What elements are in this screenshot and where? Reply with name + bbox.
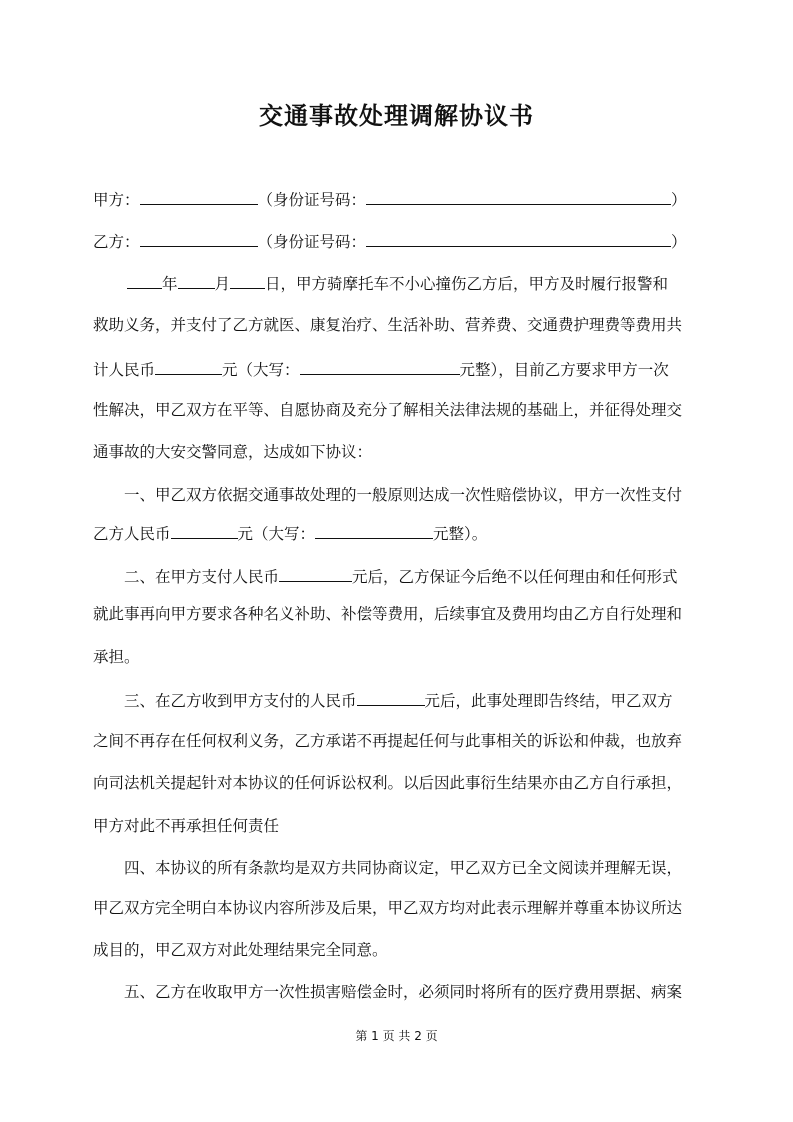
month-label: 月 <box>214 275 231 293</box>
clause-2-line-3: 承担。 <box>93 648 140 666</box>
clause-2-amount-suffix: 元后，乙方保证今后绝不以任何理由和任何形式 <box>352 568 678 586</box>
page-number: 第 1 页 共 2 页 <box>355 1029 438 1043</box>
party-b-id-blank[interactable] <box>366 228 671 247</box>
year-label: 年 <box>162 275 178 293</box>
clause-5-line-1: 五、乙方在收取甲方一次性损害赔偿金时，必须同时将所有的医疗费用票据、病案 <box>124 983 683 1001</box>
party-a-id-blank[interactable] <box>366 186 671 205</box>
party-a-label: 甲方： <box>93 191 140 209</box>
intro-line-1 <box>127 270 700 296</box>
clause-3-line-3: 向司法机关提起针对本协议的任何诉讼权利。以后因此事衍生结果亦由乙方自行承担， <box>93 774 683 792</box>
intro-amount-suffix: 元整），目前乙方要求甲方一次 <box>459 361 669 379</box>
intro-amount-mid: 元（大写： <box>222 361 300 379</box>
clause-4-line-2: 甲乙双方完全明白本协议内容所涉及后果，甲乙双方均对此表示理解并尊重本协议所达 <box>93 899 683 917</box>
month-blank[interactable] <box>178 270 215 289</box>
clause-3-amount-prefix: 三、在乙方收到甲方支付的人民币 <box>124 692 357 710</box>
clause-3-line-4: 甲方对此不再承担任何责任 <box>93 817 280 835</box>
clause-1-amount-words-blank[interactable] <box>315 520 433 539</box>
id-label-close: ） <box>671 191 687 209</box>
party-b-name-blank[interactable] <box>140 228 258 247</box>
id-label-close: ） <box>671 233 687 251</box>
clause-2-line-1 <box>124 563 700 589</box>
clause-2-line-2: 就此事再向甲方要求各种名义补助、补偿等费用，后续事宜及费用均由乙方自行处理和 <box>93 605 683 623</box>
intro-line-2: 救助义务，并支付了乙方就医、康复治疗、生活补助、营养费、交通费护理费等费用共 <box>93 316 683 334</box>
clause-2-amount-blank[interactable] <box>279 563 352 582</box>
intro-amount-words-blank[interactable] <box>300 356 460 375</box>
clause-1-amount-prefix: 乙方人民币 <box>93 525 171 543</box>
id-label-open: （身份证号码： <box>257 233 367 251</box>
year-blank[interactable] <box>127 270 162 289</box>
party-a-line <box>93 186 700 212</box>
clause-1-line-1: 一、甲乙双方依据交通事故处理的一般原则达成一次性赔偿协议，甲方一次性支付 <box>124 486 683 504</box>
clause-1-line-2 <box>93 520 700 546</box>
clause-4-line-3: 成目的，甲乙双方对此处理结果完全同意。 <box>93 941 388 959</box>
clause-3-amount-suffix: 元后，此事处理即告终结，甲乙双方 <box>424 692 673 710</box>
clause-2-amount-prefix: 二、在甲方支付人民币 <box>124 568 280 586</box>
intro-amount-prefix: 计人民币 <box>93 361 156 379</box>
intro-line-4: 性解决，甲乙双方在平等、自愿协商及充分了解相关法律法规的基础上，并征得处理交 <box>93 401 683 419</box>
id-label-open: （身份证号码： <box>257 191 367 209</box>
party-a-name-blank[interactable] <box>140 186 258 205</box>
clause-1-amount-suffix: 元整）。 <box>433 525 488 543</box>
clause-1-amount-mid: 元（大写： <box>237 525 316 543</box>
clause-3-line-2: 之间不再存在任何权利义务，乙方承诺不再提起任何与此事相关的诉讼和仲裁，也放弃 <box>93 732 683 750</box>
intro-amount-blank[interactable] <box>155 356 222 375</box>
clause-3-amount-blank[interactable] <box>357 687 425 706</box>
clause-4-line-1: 四、本协议的所有条款均是双方共同协商议定，甲乙双方已全文阅读并理解无误， <box>124 859 683 877</box>
day-blank[interactable] <box>230 270 265 289</box>
intro-line-5: 通事故的大安交警同意，达成如下协议： <box>93 443 373 461</box>
party-b-line <box>93 228 700 254</box>
document-title: 交通事故处理调解协议书 <box>259 101 534 130</box>
clause-3-line-1 <box>124 687 700 713</box>
clause-1-amount-blank[interactable] <box>171 520 238 539</box>
party-b-label: 乙方： <box>93 233 140 251</box>
intro-line-3 <box>93 356 700 382</box>
intro-text-1: 日，甲方骑摩托车不小心撞伤乙方后，甲方及时履行报警和 <box>265 275 669 293</box>
